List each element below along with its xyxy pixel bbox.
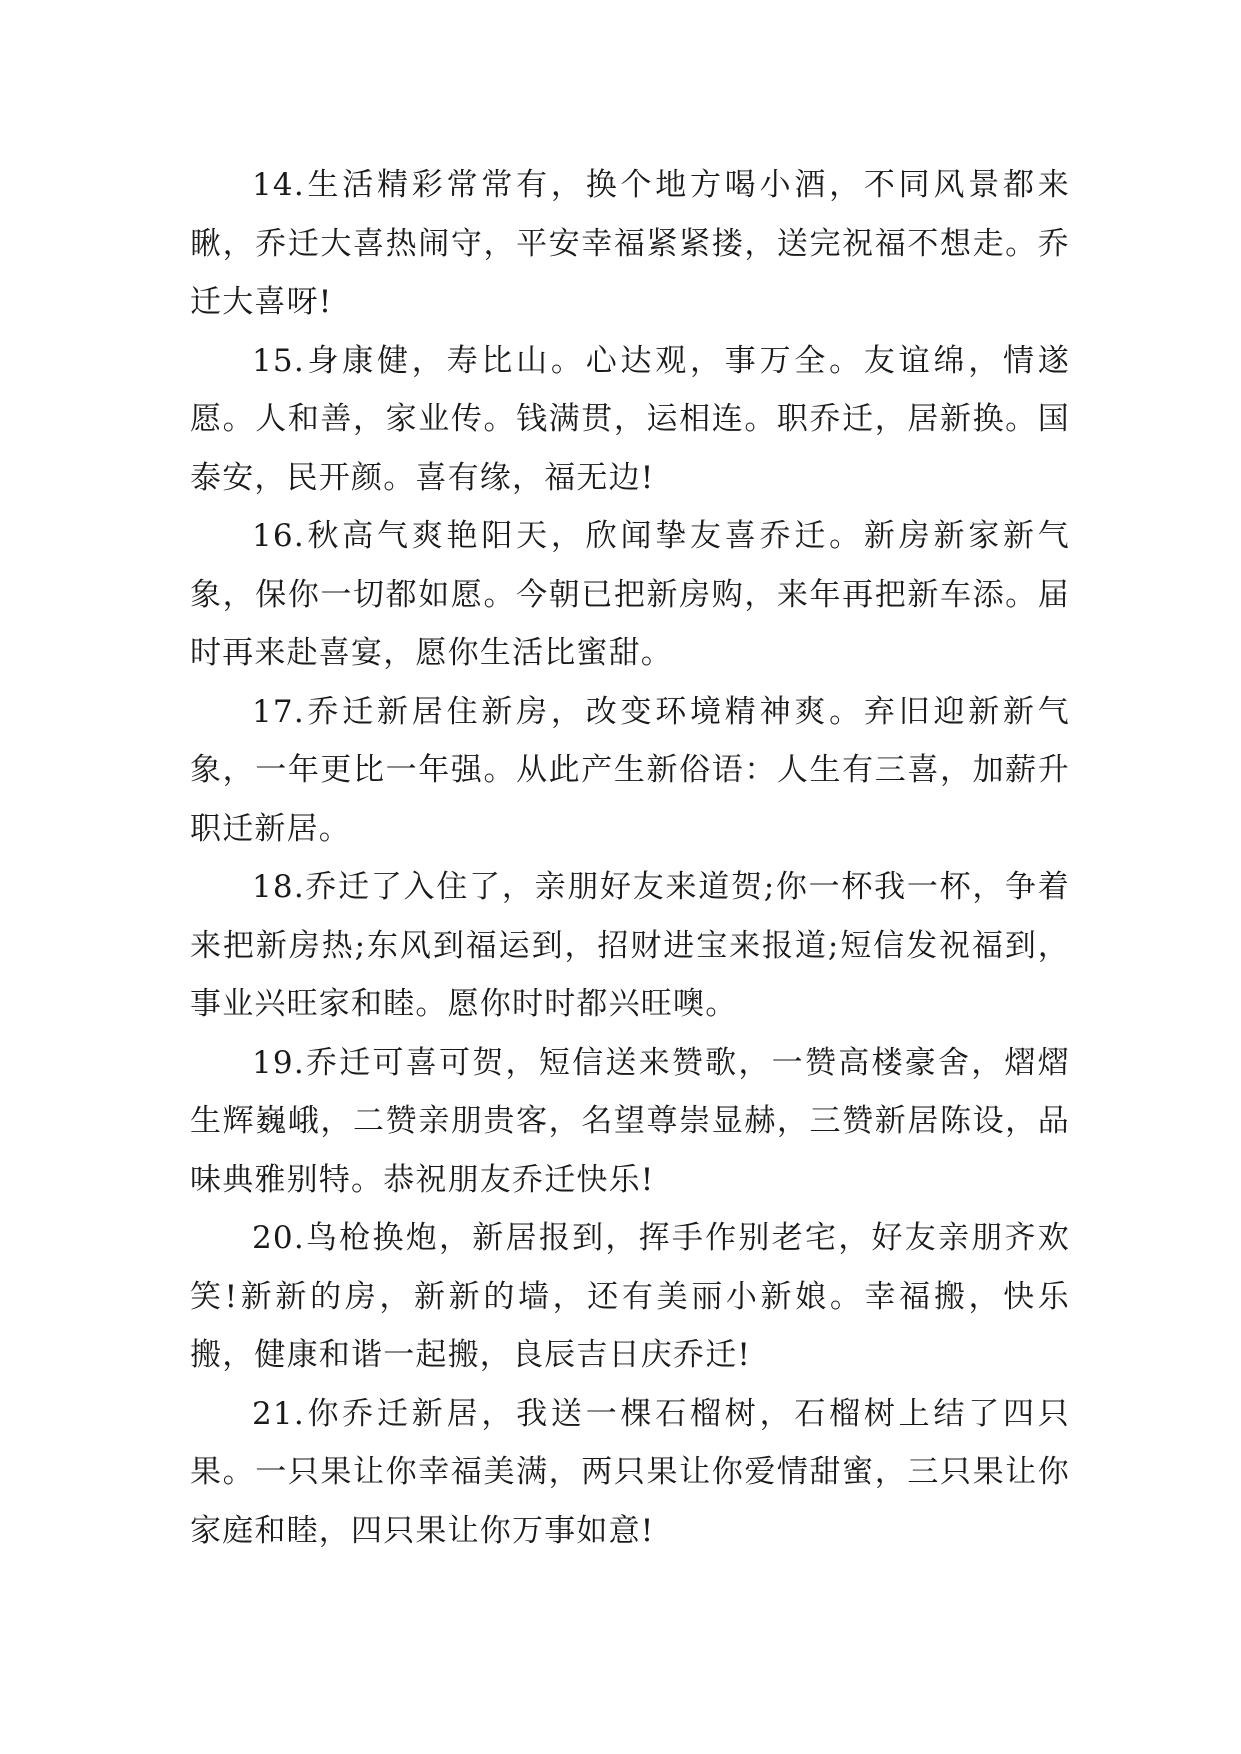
paragraph-18: 18.乔迁了入住了，亲朋好友来道贺;你一杯我一杯，争着来把新房热;东风到福运到，招财进宝来报道;短信发祝福到，事业兴旺家和睦。愿你时时都兴旺噢。 (190, 869, 1070, 1022)
paragraph-14: 14.生活精彩常常有，换个地方喝小酒，不同风景都来瞅，乔迁大喜热闹守，平安幸福紧紧搂，送完祝福不想走。乔迁大喜呀! (190, 167, 1070, 320)
paragraph-17: 17.乔迁新居住新房，改变环境精神爽。弃旧迎新新气象，一年更比一年强。从此产生新俗语：人生有三喜，加薪升职迁新居。 (190, 693, 1070, 847)
paragraph-19: 19.乔迁可喜可贺，短信送来赞歌，一赞高楼豪舍，熠熠生辉巍峨，二赞亲朋贵客，名望尊崇显赫，三赞新居陈设，品味典雅别特。恭祝朋友乔迁快乐! (190, 1044, 1070, 1198)
paragraph-16: 16.秋高气爽艳阳天，欣闻挚友喜乔迁。新房新家新气象，保你一切都如愿。今朝已把新房购，来年再把新车添。届时再来赴喜宴，愿你生活比蜜甜。 (190, 518, 1070, 671)
document-body (190, 156, 1070, 1560)
paragraph-15: 15.身康健，寿比山。心达观，事万全。友谊绵，情遂愿。人和善，家业传。钱满贯，运相连。职乔迁，居新换。国泰安，民开颜。喜有缘，福无边! (190, 342, 1070, 496)
paragraph-20: 20.鸟枪换炮，新居报到，挥手作别老宅，好友亲朋齐欢笑!新新的房，新新的墙，还有美丽小新娘。幸福搬，快乐搬，健康和谐一起搬，良辰吉日庆乔迁! (190, 1220, 1070, 1373)
paragraph-21: 21.你乔迁新居，我送一棵石榴树，石榴树上结了四只果。一只果让你幸福美满，两只果让你爱情甜蜜，三只果让你家庭和睦，四只果让你万事如意! (190, 1395, 1070, 1549)
